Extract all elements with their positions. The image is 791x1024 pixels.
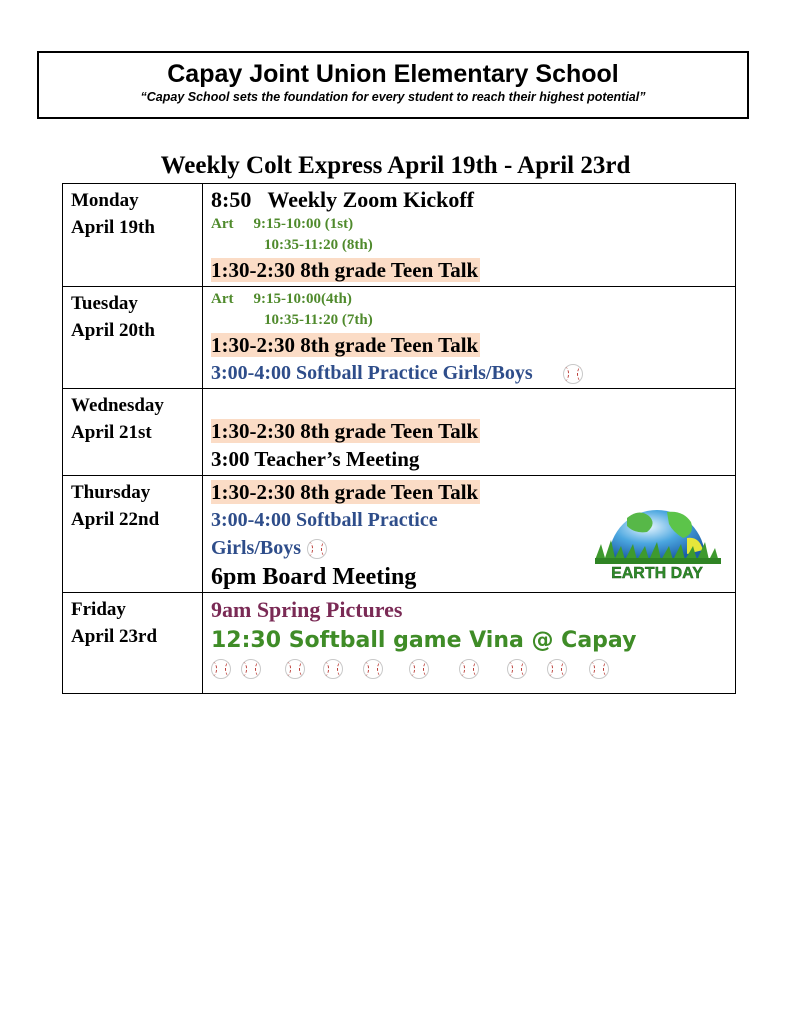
grass-base bbox=[595, 558, 721, 564]
event-teen-talk bbox=[211, 256, 735, 284]
earth-day-image bbox=[587, 488, 727, 580]
day-date: April 21st bbox=[71, 422, 152, 443]
baseball-icon bbox=[323, 659, 343, 679]
day-cell-monday bbox=[63, 184, 203, 287]
softball-text: Girls/Boys bbox=[211, 537, 302, 559]
day-name: Thursday bbox=[71, 482, 151, 503]
softball-text: 3:00-4:00 Softball Practice Girls/Boys bbox=[211, 362, 533, 384]
baseball-icon bbox=[507, 659, 527, 679]
events-cell-tuesday bbox=[203, 287, 736, 389]
earth-day-label: EARTH DAY bbox=[611, 565, 703, 580]
day-name: Friday bbox=[71, 599, 126, 620]
day-name: Monday bbox=[71, 190, 139, 211]
table-row-wednesday bbox=[63, 389, 736, 476]
art-time: 10:35-11:20 (7th) bbox=[264, 312, 373, 328]
event-softball-game: 12:30 Softball game Vina @ Capay bbox=[211, 628, 637, 653]
day-date: April 22nd bbox=[71, 509, 160, 530]
event-art-line bbox=[211, 310, 735, 331]
event-softball-practice: 3:00-4:00 Softball Practice bbox=[211, 509, 438, 531]
weekly-schedule-table bbox=[62, 183, 736, 694]
baseball-icon bbox=[285, 659, 305, 679]
events-cell-monday bbox=[203, 184, 736, 287]
baseball-icon bbox=[589, 659, 609, 679]
table-row-tuesday bbox=[63, 287, 736, 389]
event-teen-talk bbox=[211, 331, 735, 359]
art-label: Art bbox=[211, 216, 234, 232]
baseball-row bbox=[211, 657, 735, 679]
event-art-line bbox=[211, 235, 735, 256]
baseball-icon bbox=[409, 659, 429, 679]
event-softball-practice bbox=[211, 359, 735, 387]
teen-talk-text: 1:30-2:30 8th grade Teen Talk bbox=[211, 333, 479, 357]
event-zoom-kickoff: 8:50 Weekly Zoom Kickoff bbox=[211, 187, 474, 212]
teen-talk-text: 1:30-2:30 8th grade Teen Talk bbox=[211, 419, 479, 443]
teen-talk-text: 1:30-2:30 8th grade Teen Talk bbox=[211, 258, 479, 282]
events-cell-wednesday bbox=[203, 389, 736, 476]
table-row-monday bbox=[63, 184, 736, 287]
school-name: Capay Joint Union Elementary School bbox=[167, 60, 619, 88]
baseball-icon bbox=[459, 659, 479, 679]
art-label: Art bbox=[211, 291, 234, 307]
day-name: Tuesday bbox=[71, 293, 138, 314]
baseball-icon bbox=[363, 659, 383, 679]
art-time: 9:15-10:00(4th) bbox=[253, 291, 352, 307]
baseball-icon bbox=[241, 659, 261, 679]
day-cell-tuesday bbox=[63, 287, 203, 389]
table-row-thursday bbox=[63, 476, 736, 593]
day-cell-thursday bbox=[63, 476, 203, 593]
baseball-icon bbox=[307, 539, 327, 559]
event-art-line bbox=[211, 214, 735, 235]
baseball-icon bbox=[547, 659, 567, 679]
baseball-icon bbox=[563, 364, 583, 384]
events-cell-friday bbox=[203, 593, 736, 694]
day-cell-wednesday bbox=[63, 389, 203, 476]
event-teacher-meeting: 3:00 Teacher’s Meeting bbox=[211, 447, 420, 471]
event-art-line bbox=[211, 289, 735, 310]
day-name: Wednesday bbox=[71, 395, 164, 416]
baseball-icon bbox=[211, 659, 231, 679]
teen-talk-text: 1:30-2:30 8th grade Teen Talk bbox=[211, 480, 479, 504]
school-header bbox=[37, 51, 749, 119]
day-date: April 23rd bbox=[71, 626, 158, 647]
day-date: April 19th bbox=[71, 217, 155, 238]
day-date: April 20th bbox=[71, 320, 155, 341]
school-motto: “Capay School sets the foundation for every student to reach their highest potential” bbox=[140, 90, 646, 104]
event-spring-pictures: 9am Spring Pictures bbox=[211, 597, 403, 622]
events-cell-thursday bbox=[203, 476, 736, 593]
art-time: 10:35-11:20 (8th) bbox=[264, 237, 373, 253]
table-row-friday bbox=[63, 593, 736, 694]
event-board-meeting: 6pm Board Meeting bbox=[211, 564, 417, 590]
day-cell-friday bbox=[63, 593, 203, 694]
page-title: Weekly Colt Express April 19th - April 23rd bbox=[160, 152, 631, 179]
art-time: 9:15-10:00 (1st) bbox=[253, 216, 354, 232]
event-teen-talk bbox=[211, 417, 735, 445]
